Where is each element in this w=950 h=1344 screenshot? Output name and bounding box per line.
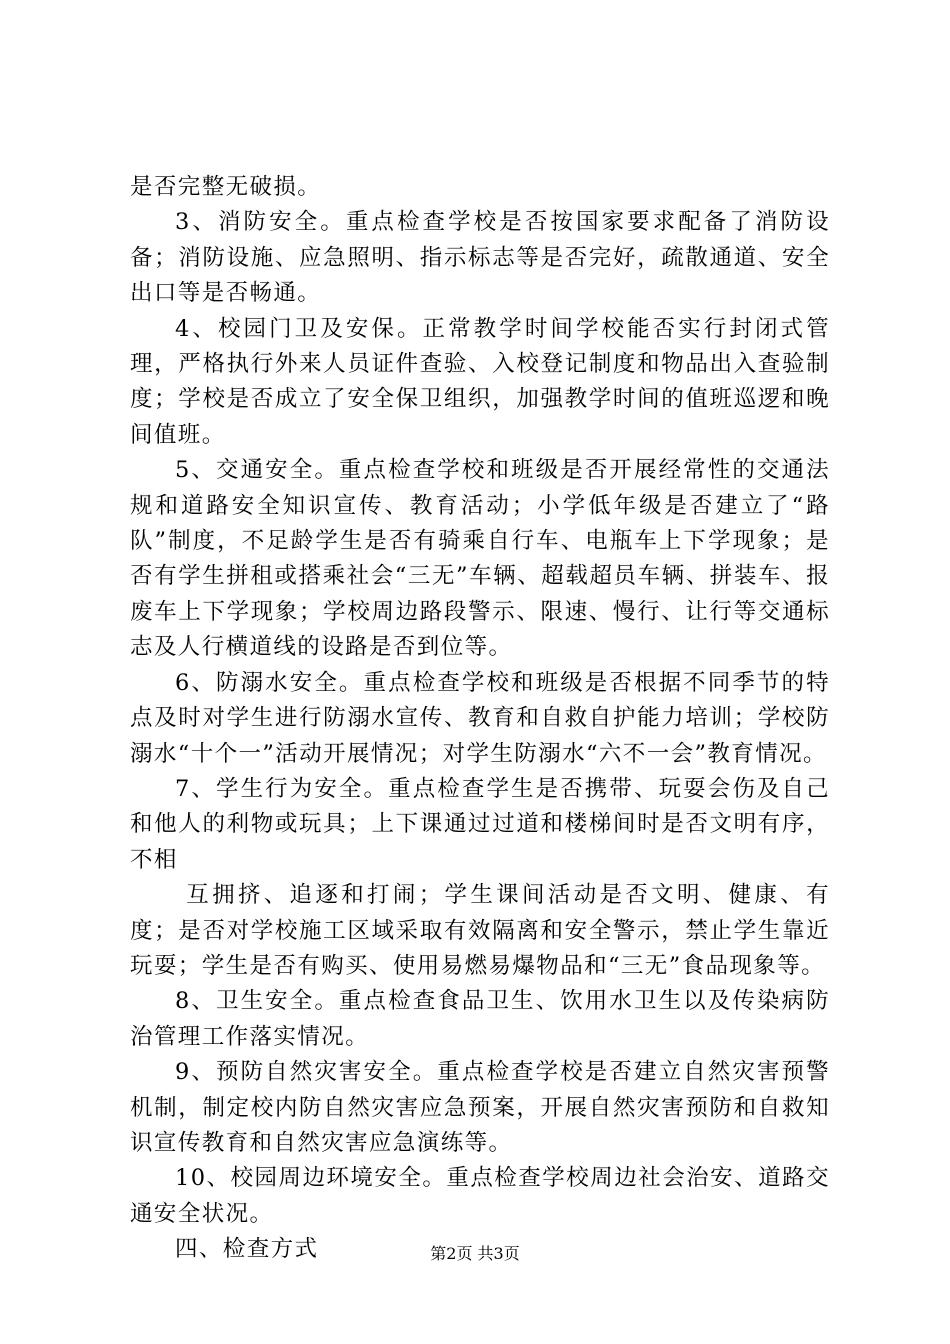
paragraph-surrounding-environment: 10、校园周边环境安全。重点检查学校周边社会治安、道路交通安全状况。 — [130, 1165, 830, 1227]
page-footer — [0, 1244, 950, 1264]
paragraph-natural-disaster: 9、预防自然灾害安全。重点检查学校是否建立自然灾害预警机制，制定校内防自然灾害应急预案，开展自然灾害预防和自救知识宣传教育和自然灾害应急演练等。 — [130, 1059, 830, 1156]
paragraph-fire-safety: 3、消防安全。重点检查学校是否按国家要求配备了消防设备；消防设施、应急照明、指示标志等是否完好，疏散通道、安全出口等是否畅通。 — [130, 209, 830, 307]
section-heading-inspection-method: 四、检查方式 — [175, 1236, 319, 1263]
paragraph-student-behavior: 7、学生行为安全。重点检查学生是否携带、玩耍会伤及自己和他人的利物或玩具；上下课通过过道和楼梯间时是否文明有序，不相 — [130, 775, 830, 873]
paragraph-hygiene-safety: 8、卫生安全。重点检查食品卫生、饮用水卫生以及传染病防治管理工作落实情况。 — [130, 988, 830, 1050]
paragraph-continuation: 是否完整无破损。 — [130, 174, 322, 200]
paragraph-traffic-safety: 5、交通安全。重点检查学校和班级是否开展经常性的交通法规和道路安全知识宣传、教育活动；小学低年级是否建立了“路队”制度，不足龄学生是否有骑乘自行车、电瓶车上下学现象；是否有学生拼租或搭乘社会“三无”车辆、超载超员车辆、拼装车、报废车上下学现象；学校周边路段警示、限速、慢行、让行等交通标志及人行横道线的设路是否到位等。 — [130, 457, 830, 661]
paragraph-campus-security: 4、校园门卫及安保。正常教学时间学校能否实行封闭式管理，严格执行外来人员证件查验、入校登记制度和物品出入查验制度；学校是否成立了安全保卫组织，加强教学时间的值班巡逻和晚间值班。 — [130, 315, 830, 448]
page-number-label: 第2页 共3页 — [430, 1244, 520, 1263]
paragraph-student-behavior-continued: 互拥挤、追逐和打闹；学生课间活动是否文明、健康、有度；是否对学校施工区域采取有效隔离和安全警示，禁止学生靠近玩耍；学生是否有购买、使用易燃易爆物品和“三无”食品现象等。 — [130, 882, 830, 979]
paragraph-drowning-prevention: 6、防溺水安全。重点检查学校和班级是否根据不同季节的特点及时对学生进行防溺水宣传、教育和自救自护能力培训；学校防溺水“十个一”活动开展情况；对学生防溺水“六不一会”教育情况。 — [130, 669, 830, 767]
document-body — [130, 170, 830, 1268]
